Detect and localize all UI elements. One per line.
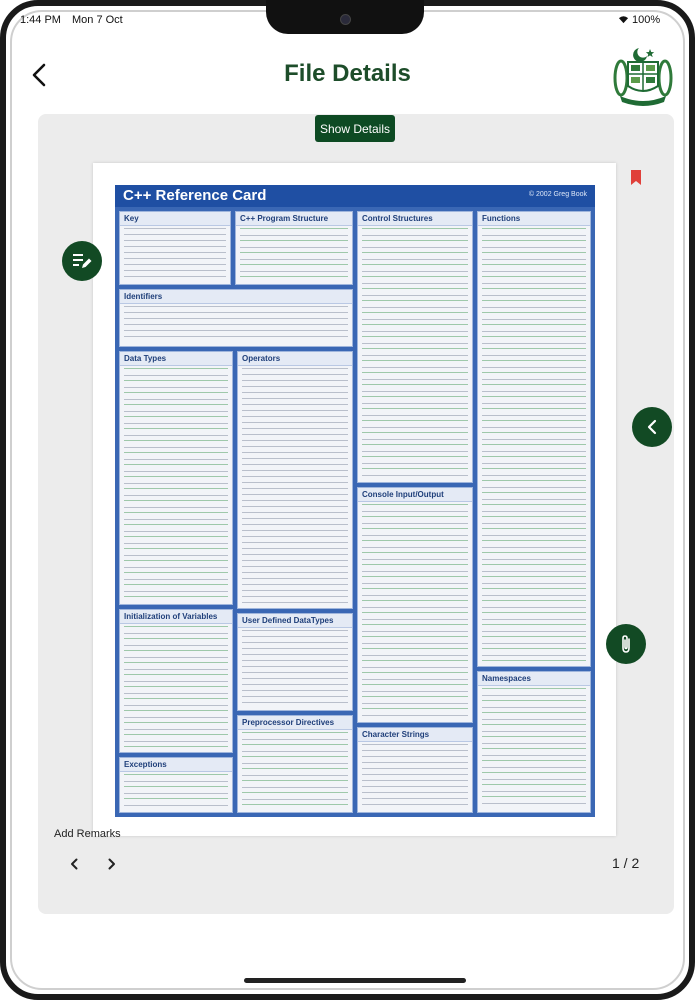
next-page-button[interactable] — [102, 853, 122, 875]
ref-section — [237, 613, 353, 711]
wifi-icon — [618, 15, 629, 24]
add-remarks-label[interactable]: Add Remarks — [54, 828, 121, 840]
attachment-button[interactable] — [606, 624, 646, 664]
side-nav-button[interactable] — [632, 407, 672, 447]
ref-section-title: Control Structures — [358, 212, 472, 226]
ref-section — [477, 211, 591, 667]
previous-page-button[interactable] — [64, 853, 84, 875]
ref-section-title: Namespaces — [478, 672, 590, 686]
ref-section-title: Character Strings — [358, 728, 472, 742]
page-title: File Details — [284, 60, 411, 87]
ref-section — [119, 351, 233, 605]
ref-section — [119, 289, 353, 347]
ref-section-title: Exceptions — [120, 758, 232, 772]
status-date: Mon 7 Oct — [72, 14, 123, 26]
bookmark-icon[interactable] — [630, 170, 642, 185]
ref-section — [235, 211, 353, 285]
ref-section-title: Functions — [478, 212, 590, 226]
chevron-right-icon — [108, 858, 116, 870]
reference-card — [115, 185, 595, 817]
ref-section-title: Preprocessor Directives — [238, 716, 352, 730]
ref-section — [119, 211, 231, 285]
ref-section — [477, 671, 591, 813]
home-indicator — [244, 978, 466, 983]
ref-section — [237, 351, 353, 609]
add-remarks-fab[interactable] — [62, 241, 102, 281]
ref-section-title: Key — [120, 212, 230, 226]
camera-icon — [340, 14, 351, 25]
reference-card-copyright: © 2002 Greg Book — [528, 191, 587, 198]
status-battery: 100% — [632, 14, 661, 26]
chevron-left-icon — [647, 419, 657, 435]
document-preview[interactable] — [93, 163, 616, 836]
ref-section — [119, 757, 233, 813]
ref-section — [357, 727, 473, 813]
chevron-left-icon — [70, 858, 78, 870]
reference-card-title: C++ Reference Card — [123, 187, 267, 204]
ref-section — [357, 487, 473, 723]
ref-section — [357, 211, 473, 483]
status-time: 1:44 PM — [20, 14, 61, 26]
ref-section-title: Operators — [238, 352, 352, 366]
ref-section-title: User Defined DataTypes — [238, 614, 352, 628]
page-indicator: 1 / 2 — [612, 855, 640, 871]
ref-section-title: Identifiers — [120, 290, 352, 304]
ref-section-title: Console Input/Output — [358, 488, 472, 502]
ref-section-title: Data Types — [120, 352, 232, 366]
ref-section — [237, 715, 353, 813]
government-emblem-icon — [612, 44, 674, 108]
show-details-button[interactable]: Show Details — [315, 115, 395, 142]
ref-section-title: C++ Program Structure — [236, 212, 352, 226]
ref-section — [119, 609, 233, 753]
ref-section-title: Initialization of Variables — [120, 610, 232, 624]
paperclip-icon — [620, 634, 632, 654]
edit-note-icon — [72, 252, 92, 270]
reference-card-header — [115, 185, 595, 207]
